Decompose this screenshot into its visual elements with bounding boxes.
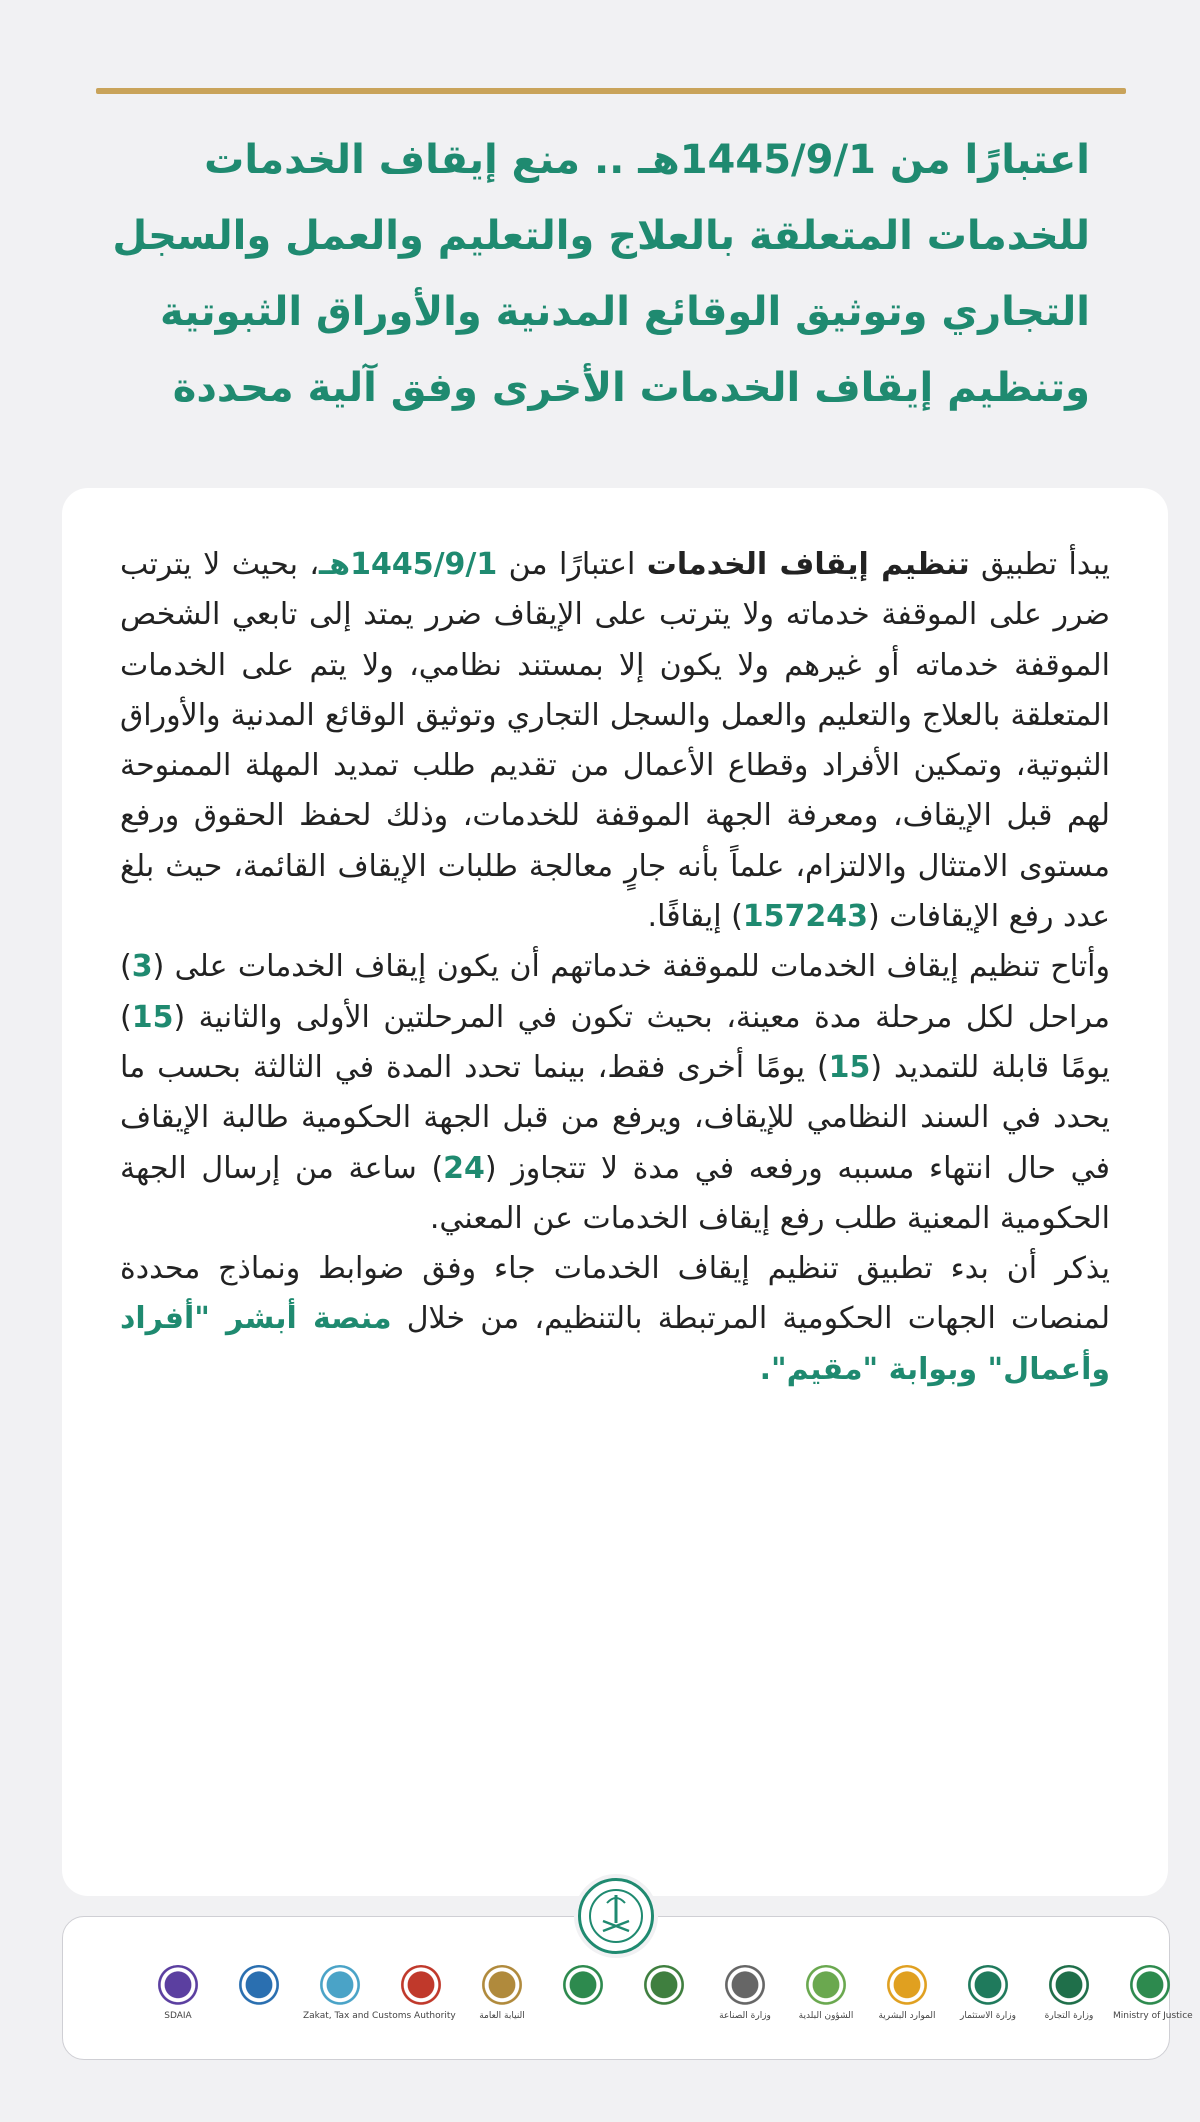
date-highlight: 1445/9/1هـ [319,547,498,582]
logo-mark-icon [561,1965,605,2009]
partner-logo [141,1965,215,2037]
logo-caption: SDAIA [164,2011,192,2021]
platform-highlight: منصة أبشر "أفراد وأعمال" وبوابة "مقيم". [120,1301,1110,1387]
logo-caption: وزارة الصناعة [719,2011,771,2021]
partner-logo [1113,1965,1193,2037]
logo-caption: الشؤون البلدية [798,2011,854,2021]
number-highlight: 15 [828,1049,871,1085]
number-highlight: 15 [131,999,174,1035]
partner-logo [627,1965,701,2037]
logo-mark-icon [237,1965,281,2009]
text: اعتبارًا من [497,547,647,582]
text: ) مراحل لكل مرحلة مدة معينة، بحيث تكون في المرحلتين الأولى والثانية ( [120,949,1110,1035]
text-bold: تنظيم إيقاف الخدمات [646,547,970,582]
logo-mark-icon [480,1965,524,2009]
partner-logo [708,1965,782,2037]
number-highlight: 24 [443,1150,485,1186]
article-body [120,540,1110,1395]
partner-logo [384,1965,458,2037]
partner-logo [1032,1965,1106,2037]
partner-logo [546,1965,620,2037]
logo-caption: وزارة الاستثمار [959,2011,1016,2021]
text: ) يومًا قابلة للتمديد ( [120,999,1110,1085]
number-highlight: 3 [131,949,153,985]
text: ، بحيث لا يترتب ضرر على الموقفة خدماته ولا يترتب على الإيقاف ضرر يمتد إلى تابعي الشخص الموقفة خدماته أو غيرهم ولا يكون إلا بمستند نظامي، ولا يتم على الخدمات المتعلقة بالعلاج والتعليم والعمل والسجل التجاري وتوثيق الوقائع المدنية والأوراق الثبوتية، وتمكين الأفراد وقطاع الأعمال من تقديم طلب تمديد المهلة الممنوحة لهم قبل الإيقاف، ومعرفة الجهة الموقفة للخدمات، وذلك لحفظ الحقوق ورفع مستوى الامتثال والالتزام، علماً بأنه جارٍ معالجة طلبات الإيقاف القائمة، حيث بلغ عدد رفع الإيقافات ( [120,547,1110,935]
logo-mark-icon [399,1965,443,2009]
gold-divider [96,88,1126,94]
logo-mark-icon [156,1965,200,2009]
logo-mark-icon [1047,1965,1091,2009]
partner-logo [870,1965,944,2037]
partner-logo [303,1965,456,2037]
page-title: اعتبارًا من 1445/9/1هـ .. منع إيقاف الخدمات للخدمات المتعلقة بالعلاج والتعليم والعمل والسجل التجاري وتوثيق الوقائع المدنية والأوراق الثبوتية وتنظيم إيقاف الخدمات الأخرى وفق آلية محددة [112,137,1090,411]
partner-logo [951,1965,1025,2037]
logo-caption: Ministry of Justice [1113,2011,1193,2021]
logo-mark-icon [723,1965,767,2009]
text: يذكر أن بدء تطبيق تنظيم إيقاف الخدمات جاء وفق ضوابط ونماذج محددة لمنصات الجهات الحكومية المرتبطة بالتنظيم، من خلال [120,1251,1110,1337]
logo-mark-icon [318,1965,362,2009]
saudi-emblem-icon [578,1878,654,1954]
content-card [62,488,1168,1896]
partner-logo [789,1965,863,2037]
text: يبدأ تطبيق [969,547,1111,582]
logo-caption: Zakat, Tax and Customs Authority [303,2011,456,2021]
logo-mark-icon [885,1965,929,2009]
text: ) إيقافًا. [647,899,743,935]
logo-caption: النيابة العامة [479,2011,525,2021]
paragraph-1 [120,540,1110,942]
paragraph-2 [120,942,1110,1244]
text: ) يومًا أخرى فقط، بينما تحدد المدة في الثالثة بحسب ما يحدد في السند النظامي للإيقاف، ويرفع من قبل الجهة الحكومية طالبة الإيقاف في حال انتهاء مسببه ورفعه في مدة لا تتجاوز ( [120,1049,1110,1186]
logo-mark-icon [804,1965,848,2009]
text: وأتاح تنظيم إيقاف الخدمات للموقفة خدماتهم أن يكون إيقاف الخدمات على ( [152,949,1110,985]
logo-caption: الموارد البشرية [878,2011,936,2021]
logo-mark-icon [1128,1965,1172,2009]
logo-caption: وزارة التجارة [1044,2011,1094,2021]
partner-logo [465,1965,539,2037]
partner-logo [222,1965,296,2037]
paragraph-3 [120,1244,1110,1395]
count-highlight: 157243 [742,899,869,935]
logo-mark-icon [966,1965,1010,2009]
logo-mark-icon [642,1965,686,2009]
text: ) ساعة من إرسال الجهة الحكومية المعنية طلب رفع إيقاف الخدمات عن المعني. [120,1150,1110,1236]
